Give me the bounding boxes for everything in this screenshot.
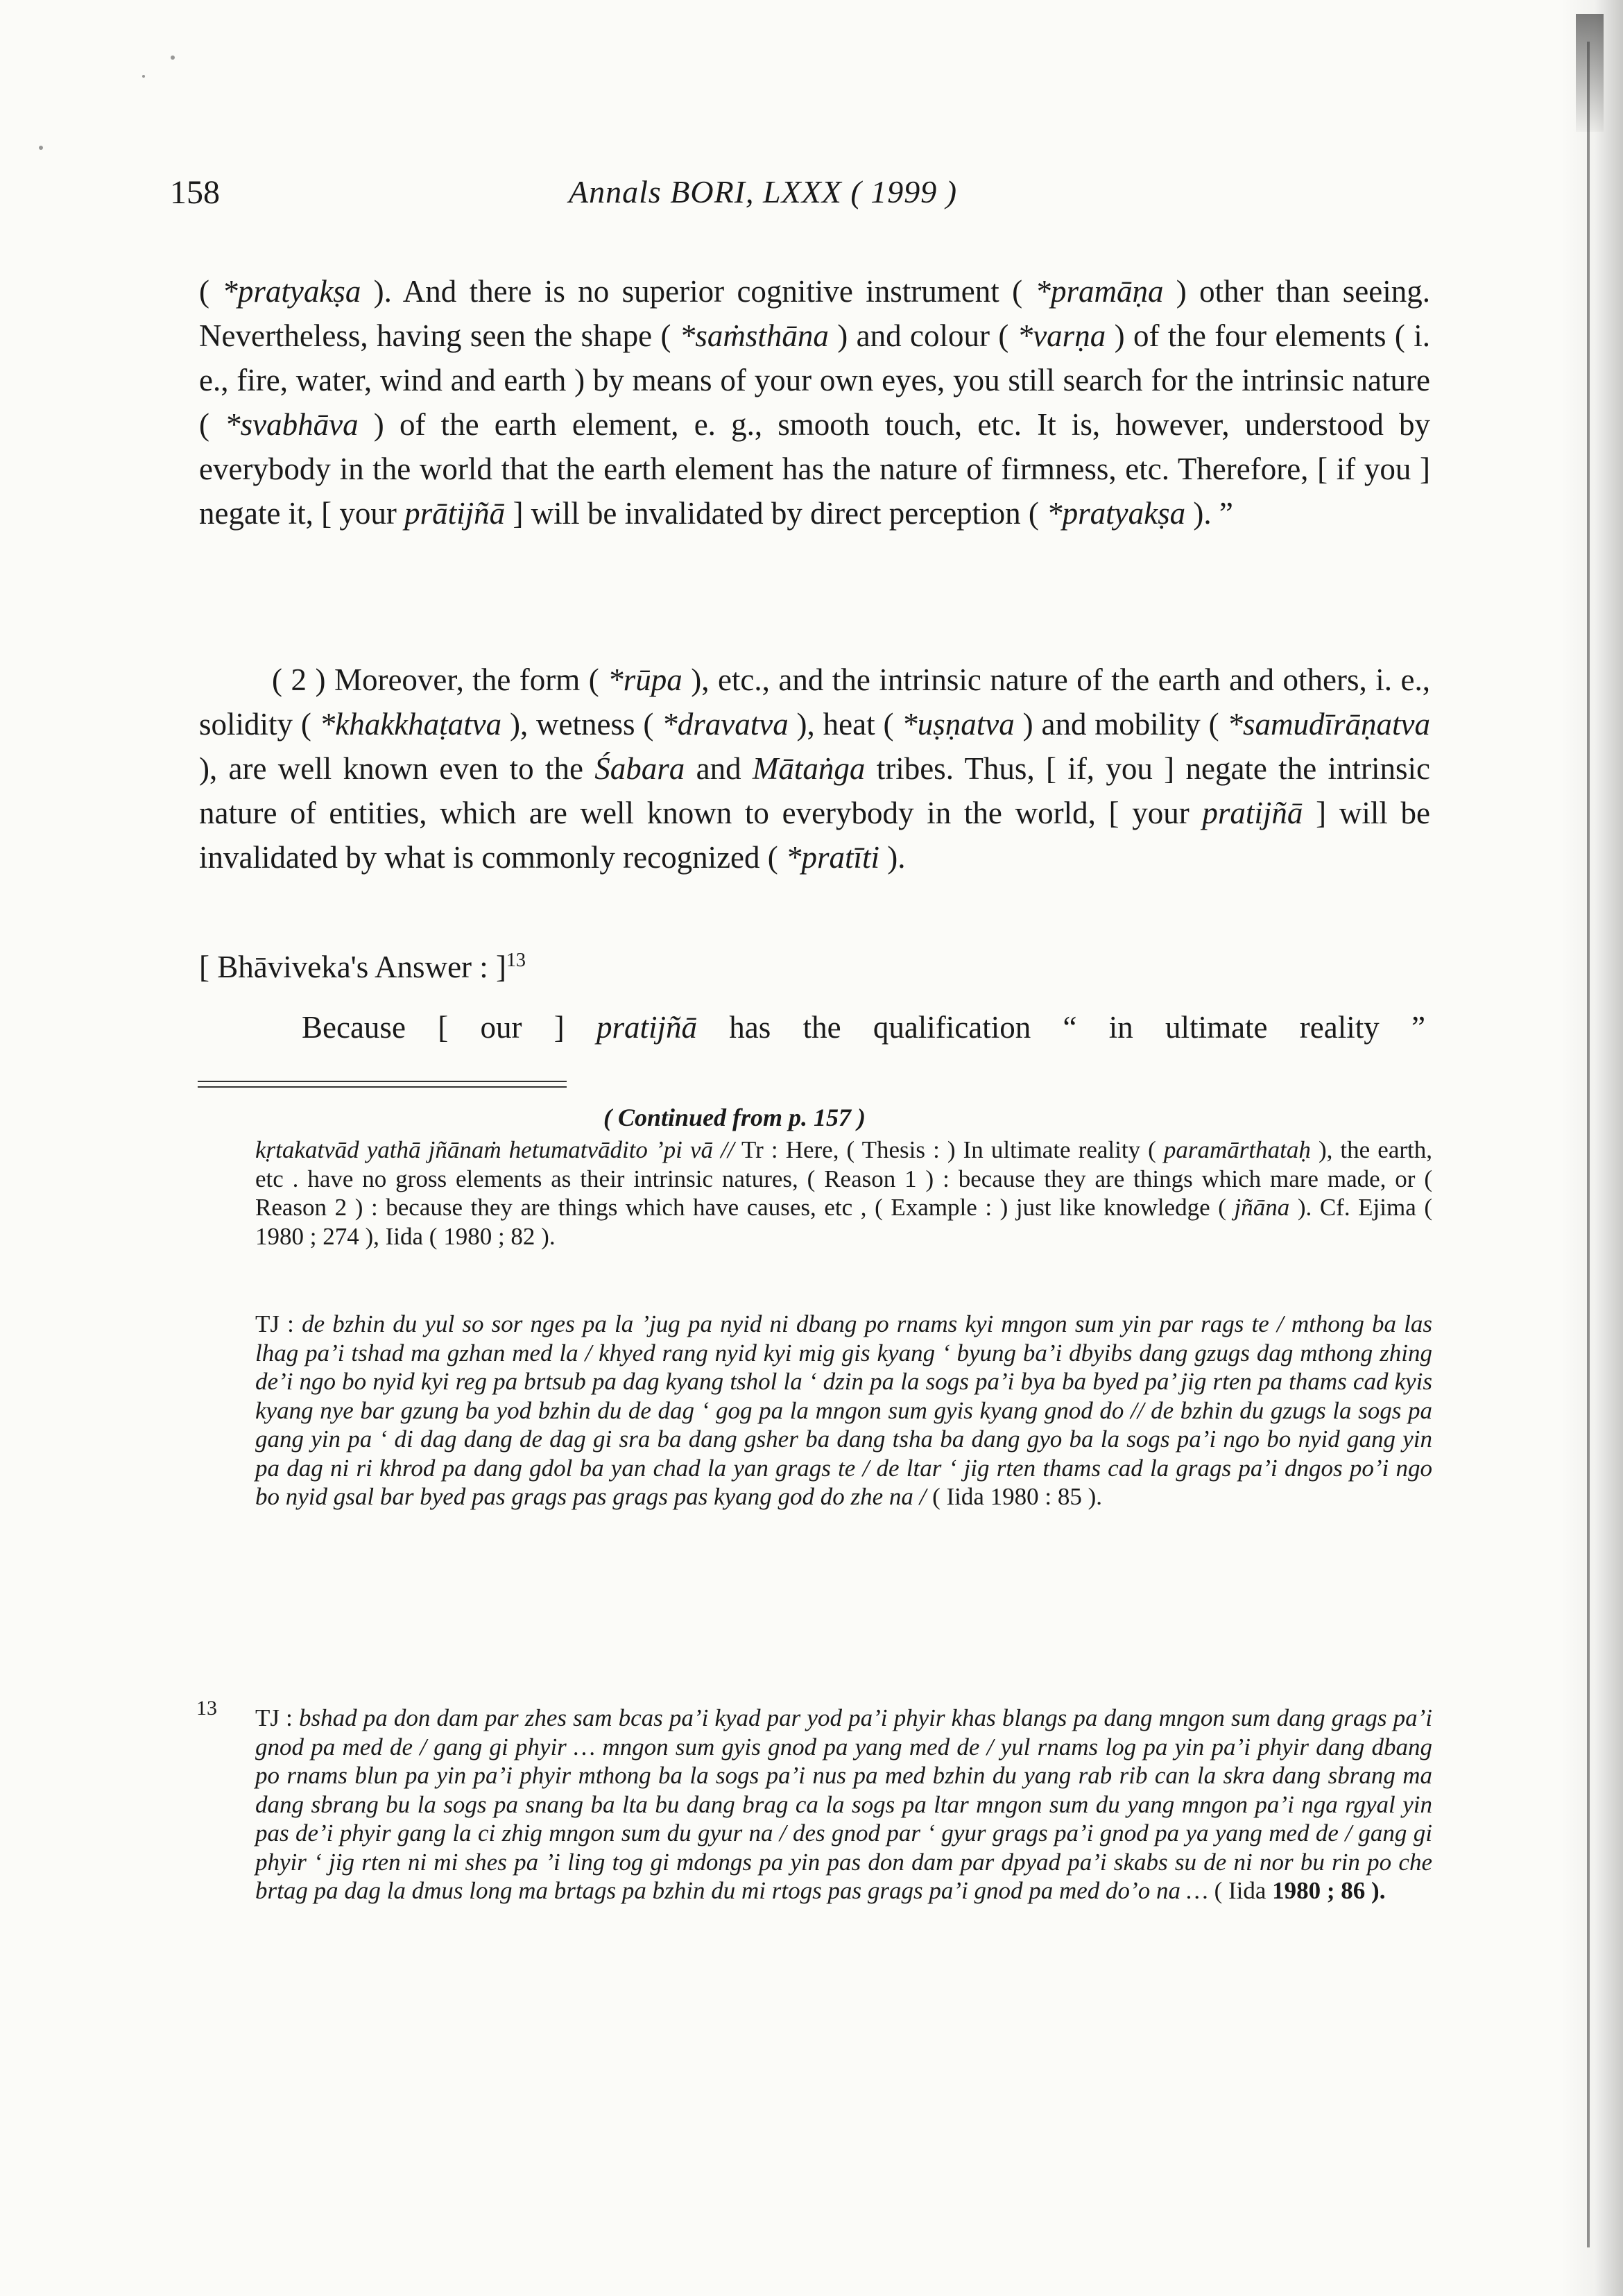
footnote-continued <box>255 1136 1432 1251</box>
italic-term: paramārthataḥ <box>1163 1136 1311 1163</box>
answer-heading-text: [ Bhāviveka's Answer : ] <box>199 950 507 984</box>
italic-term: *saṁsthāna <box>679 318 829 353</box>
italic-term: *pratyakṣa <box>222 274 361 309</box>
text-run: ) of the four elements ( i. e., fire, water, wind and earth ) by means of your own eyes, you still search for the intrinsic nature ( <box>199 318 1431 442</box>
upright-text: ( Iida 1980 : 85 ). <box>926 1483 1103 1510</box>
text-run: ). And there is no superior cognitive instrument ( <box>361 274 1036 309</box>
text-run: ) and colour ( <box>828 318 1017 353</box>
text-run: ] will be invalidated by what is commonly recognized ( <box>199 796 1430 875</box>
italic-term: *pratyakṣa <box>1047 496 1186 531</box>
footnote-continued-label: ( Continued from p. 157 ) <box>603 1104 866 1131</box>
body-paragraph-3 <box>302 1009 1425 1045</box>
body-paragraph-1 <box>199 269 1430 536</box>
italic-term: *dravatva <box>662 707 789 742</box>
binding-edge-line <box>1587 42 1590 2247</box>
text-run: Tr : Here, ( Thesis : ) In ultimate reality ( <box>734 1136 1164 1163</box>
italic-term: *rūpa <box>608 662 682 697</box>
italic-term: *pramāṇa <box>1035 274 1164 309</box>
binding-edge-mark <box>1576 14 1604 132</box>
body-paragraph-2 <box>199 658 1430 880</box>
text-run: ) and mobility ( <box>1014 707 1228 742</box>
italic-term: Śabara <box>594 751 685 786</box>
text-run: ), heat ( <box>788 707 902 742</box>
footnote-separator <box>198 1086 567 1088</box>
upright-text: ( Iida <box>1208 1877 1273 1904</box>
italic-term: *svabhāva <box>225 407 359 442</box>
italic-term: Mātaṅga <box>752 751 866 786</box>
text-run: Because [ our ] <box>302 1010 596 1045</box>
italic-term: kṛtakatvād yathā jñānaṁ hetumatvādito ’pi vā // <box>255 1136 735 1163</box>
text-run: bshad pa don dam par zhes sam bcas pa’i kyad par yod pa’i phyir khas blangs pa dang mngon sum dang grags pa’i gnod pa med de / gang gi phyir … mngon sum gyis gnod pa yang med de / yul rnams log pa yin pa’i phyir dang dbang po rnams blun pa yin pa’i phyir mthong ba la sogs pa’i nus pa med bzhin du yang rab rib can la skra dang sbrang ma dang sbrang bu la sogs pa snang ba lta bu dang brag ca la sogs pa ltar mngon sum du yang mngon pa’i nga rgyal yin pas de’i phyir gang la ci zhig mngon sum du gyur na / des gnod par ‘ gyur grags pa’i gnod pa ya yang med de / gang gi phyir ‘ jig rten ni mi shes pa ’i ling tog gi mdongs pa yin pas don dam par dpyad pa’i skabs su de ni nor bu rin po che brtag pa dag la dmus long ma brtags pa bzhin du mi rtogs pas grags pa’i gnod pa med do’o na … <box>255 1704 1432 1904</box>
bold-text: 1980 ; 86 ). <box>1272 1877 1386 1904</box>
text-run: ). Cf. Ejima ( 1980 ; 274 ), Iida ( 1980 ; 82 ). <box>255 1194 1432 1250</box>
footnote-tibetan-text <box>255 1310 1432 1511</box>
binding-edge-shadow <box>1561 0 1623 2296</box>
italic-term: *samudīrāṇatva <box>1227 707 1430 742</box>
upright-text: TJ : <box>255 1310 302 1337</box>
text-run: ), are well known even to the <box>199 751 595 786</box>
text-run: ) other than seeing. Nevertheless, having seen the shape ( <box>199 274 1430 353</box>
text-run: ). ” <box>1185 496 1233 531</box>
italic-term: pratijñā <box>1202 796 1303 830</box>
footnote-number: 13 <box>196 1697 217 1720</box>
text-run: ), etc., and the intrinsic nature of the earth and others, i. e., solidity ( <box>199 662 1430 742</box>
footnote-marker: 13 <box>506 950 526 971</box>
text-run: ( 2 ) Moreover, the form ( <box>272 662 608 697</box>
scan-speck <box>142 75 145 78</box>
italic-term: pratijñā <box>596 1010 698 1045</box>
text-run: and <box>685 751 753 786</box>
text-run: ), the earth, etc . have no gross elements as their intrinsic natures, ( Reason 1 ) : because they are things which mare made, or ( Reason 2 ) : because they are things which have causes, etc , ( Example : ) just like knowledge ( <box>255 1136 1432 1221</box>
upright-text: TJ : <box>255 1704 299 1731</box>
italic-term: *khakkhaṭatva <box>319 707 502 742</box>
italic-term: prātijñā <box>404 496 506 531</box>
scan-speck <box>39 146 43 150</box>
italic-term: *uṣṇatva <box>902 707 1015 742</box>
running-title: Annals BORI, LXXX ( 1999 ) <box>569 174 958 209</box>
page-number: 158 <box>170 174 220 211</box>
answer-heading <box>199 949 526 985</box>
footnote-13 <box>255 1704 1432 1905</box>
text-run: ), wetness ( <box>501 707 662 742</box>
text-run: ) of the earth element, e. g., smooth touch, etc. It is, however, understood by everybody in the world that the earth element has the nature of firmness, etc. Therefore, [ if you ] negate it, [ your <box>199 407 1430 531</box>
italic-term: jñāna <box>1234 1194 1290 1221</box>
text-run: ( <box>199 274 223 309</box>
italic-term: *pratīti <box>786 840 880 875</box>
footnote-separator <box>198 1081 567 1082</box>
text-run: ). <box>879 840 906 875</box>
text-run: tribes. Thus, [ if, you ] negate the intrinsic nature of entities, which are well known to everybody in the world, [ your <box>199 751 1430 830</box>
italic-term: *varṇa <box>1017 318 1106 353</box>
text-run: has the qualification “ in ultimate reality ” <box>697 1010 1425 1045</box>
text-run: de bzhin du yul so sor nges pa la ’jug pa nyid ni dbang po rnams kyi mngon sum yin par rags te / mthong ba las lhag pa’i tshad ma gzhan med la / khyed rang nyid kyi mig gis kyang ‘ byung ba’i dbyibs dang gzugs dag mthong zhing de’i ngo bo nyid kyi reg pa brtsub pa dag kyang tshol la ‘ dzin pa la sogs pa’i bya ba byed pa’ jig rten pa thams cad kyis kyang nye bar gzung ba yod bzhin du de dag ‘ gog pa la mngon sum gyis kyang gnod do // de bzhin du gzugs la sogs pa gang yin pa ‘ di dag dang de dag gi sra ba dang gsher ba dang tsha ba dang gyo ba la sogs pa’i ngo bo nyid gang yin pa dag ni ri khrod pa dang gdol ba yan chad la yan grags te / de ltar ‘ jig rten thams cad la grags pa’i dngos po’i ngo bo nyid gsal bar byed pas grags pas grags pas kyang god do zhe na / <box>255 1310 1432 1510</box>
scan-speck <box>171 55 175 60</box>
text-run: ] will be invalidated by direct perception ( <box>505 496 1047 531</box>
page-header <box>170 173 1425 229</box>
